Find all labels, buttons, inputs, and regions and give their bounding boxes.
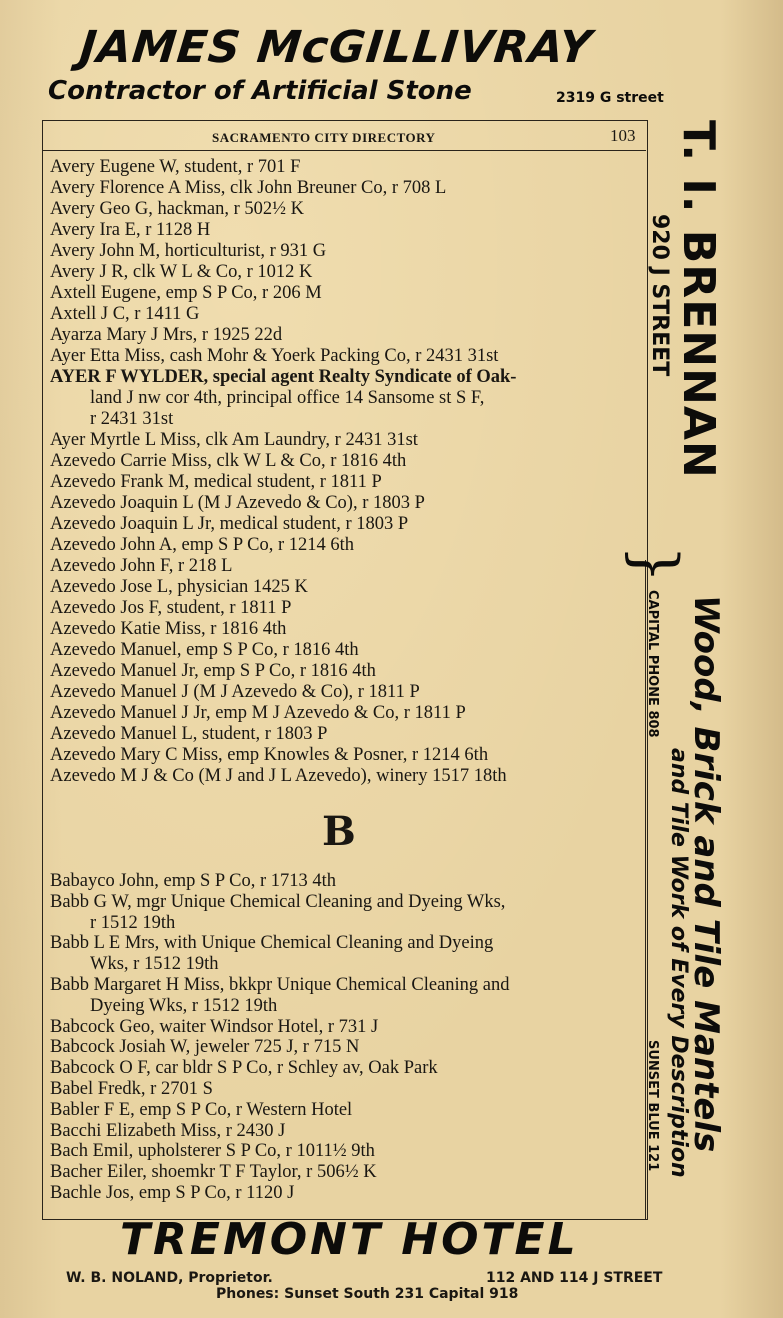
- directory-entry: r 1512 19th: [90, 912, 176, 933]
- directory-entry: Babel Fredk, r 2701 S: [50, 1078, 213, 1099]
- directory-entry: Bachle Jos, emp S P Co, r 1120 J: [50, 1182, 295, 1203]
- ad-top-tagline: Contractor of Artificial Stone: [48, 76, 472, 106]
- directory-entry: Avery Eugene W, student, r 701 F: [50, 157, 301, 177]
- directory-entry: Azevedo Jose L, physician 1425 K: [50, 577, 308, 597]
- directory-entry: Azevedo John A, emp S P Co, r 1214 6th: [50, 535, 355, 555]
- directory-entry: AYER F WYLDER, special agent Realty Syndicate of Oak-: [50, 367, 517, 387]
- directory-entry: Azevedo Carrie Miss, clk W L & Co, r 1816 4th: [50, 451, 407, 471]
- directory-entry: Babler F E, emp S P Co, r Western Hotel: [50, 1099, 353, 1120]
- directory-entry: Babb G W, mgr Unique Chemical Cleaning and Dyeing Wks,: [50, 891, 506, 912]
- side-ad-product: Wood, Brick and Tile Mantels: [686, 595, 726, 1153]
- ad-bottom-name: TREMONT HOTEL: [120, 1214, 579, 1265]
- directory-entry: Avery Geo G, hackman, r 502½ K: [50, 199, 304, 219]
- directory-entry: r 2431 31st: [90, 409, 174, 429]
- directory-entry: Avery Ira E, r 1128 H: [50, 220, 211, 240]
- directory-entry: Azevedo Manuel J Jr, emp M J Azevedo & Co, r 1811 P: [50, 703, 466, 723]
- side-ad-address: 920 J STREET: [647, 214, 672, 377]
- directory-entry: Azevedo Manuel Jr, emp S P Co, r 1816 4th: [50, 661, 376, 681]
- directory-entry: Azevedo Manuel L, student, r 1803 P: [50, 724, 328, 744]
- directory-entry: Ayer Etta Miss, cash Mohr & Yoerk Packing Co, r 2431 31st: [50, 346, 499, 366]
- ad-top-name: JAMES McGILLIVRAY: [77, 22, 595, 73]
- ad-bottom-phones: Phones: Sunset South 231 Capital 918: [216, 1286, 519, 1302]
- directory-entry: Dyeing Wks, r 1512 19th: [90, 995, 278, 1016]
- directory-entry: Azevedo Mary C Miss, emp Knowles & Posner, r 1214 6th: [50, 745, 489, 765]
- side-ad-phone-capital: CAPITAL PHONE 808: [645, 590, 660, 738]
- directory-entry: Azevedo Jos F, student, r 1811 P: [50, 598, 292, 618]
- directory-entry: Babayco John, emp S P Co, r 1713 4th: [50, 871, 337, 891]
- entry-list-a: [50, 157, 642, 787]
- directory-entry: Wks, r 1512 19th: [90, 954, 219, 975]
- directory-entry: Babb Margaret H Miss, bkkpr Unique Chemical Cleaning and: [50, 974, 510, 995]
- directory-entry: Babcock O F, car bldr S P Co, r Schley av, Oak Park: [50, 1058, 438, 1079]
- ad-bottom-proprietor: W. B. NOLAND, Proprietor.: [66, 1270, 273, 1286]
- ad-top-address: 2319 G street: [556, 90, 664, 106]
- directory-entry: Azevedo Manuel, emp S P Co, r 1816 4th: [50, 640, 359, 660]
- entry-list-b: [50, 871, 642, 1204]
- directory-entry: Avery J R, clk W L & Co, r 1012 K: [50, 262, 313, 282]
- directory-entry: Avery Florence A Miss, clk John Breuner Co, r 708 L: [50, 178, 447, 198]
- directory-entry: Azevedo Manuel J (M J Azevedo & Co), r 1811 P: [50, 682, 420, 702]
- directory-entry: Ayer Myrtle L Miss, clk Am Laundry, r 2431 31st: [50, 430, 418, 450]
- page-number: 103: [610, 126, 636, 145]
- directory-entry: Axtell Eugene, emp S P Co, r 206 M: [50, 283, 322, 303]
- ad-bottom-address: 112 AND 114 J STREET: [486, 1270, 663, 1286]
- running-head: SACRAMENTO CITY DIRECTORY: [212, 130, 436, 145]
- directory-entry: Axtell J C, r 1411 G: [50, 304, 200, 324]
- directory-entry: Bacher Eiler, shoemkr T F Taylor, r 506½ K: [50, 1162, 377, 1183]
- directory-entry: Babcock Josiah W, jeweler 725 J, r 715 N: [50, 1037, 360, 1058]
- side-ad-name: T. I. BRENNAN: [673, 120, 724, 479]
- directory-entry: Babb L E Mrs, with Unique Chemical Cleaning and Dyeing: [50, 933, 494, 954]
- directory-entry: Ayarza Mary J Mrs, r 1925 22d: [50, 325, 283, 345]
- directory-entry: Bach Emil, upholsterer S P Co, r 1011½ 9th: [50, 1141, 375, 1162]
- section-letter: B: [322, 808, 356, 855]
- directory-entry: Bacchi Elizabeth Miss, r 2430 J: [50, 1120, 286, 1141]
- directory-entry: Avery John M, horticulturist, r 931 G: [50, 241, 327, 261]
- directory-entry: Azevedo John F, r 218 L: [50, 556, 233, 576]
- side-ad-phone-sunset: SUNSET BLUE 121: [645, 1040, 660, 1172]
- directory-entry: Azevedo Katie Miss, r 1816 4th: [50, 619, 287, 639]
- header-rule: [42, 150, 646, 151]
- directory-entry: Babcock Geo, waiter Windsor Hotel, r 731 J: [50, 1016, 379, 1037]
- directory-entry: land J nw cor 4th, principal office 14 Sansome st S F,: [90, 388, 485, 408]
- directory-entry: Azevedo M J & Co (M J and J L Azevedo), winery 1517 18th: [50, 766, 507, 786]
- directory-entry: Azevedo Joaquin L (M J Azevedo & Co), r 1803 P: [50, 493, 425, 513]
- directory-entry: Azevedo Joaquin L Jr, medical student, r 1803 P: [50, 514, 409, 534]
- side-ad-product-sub: and Tile Work of Every Description: [666, 748, 691, 1178]
- side-ad-brace: }: [620, 545, 690, 584]
- directory-entry: Azevedo Frank M, medical student, r 1811 P: [50, 472, 382, 492]
